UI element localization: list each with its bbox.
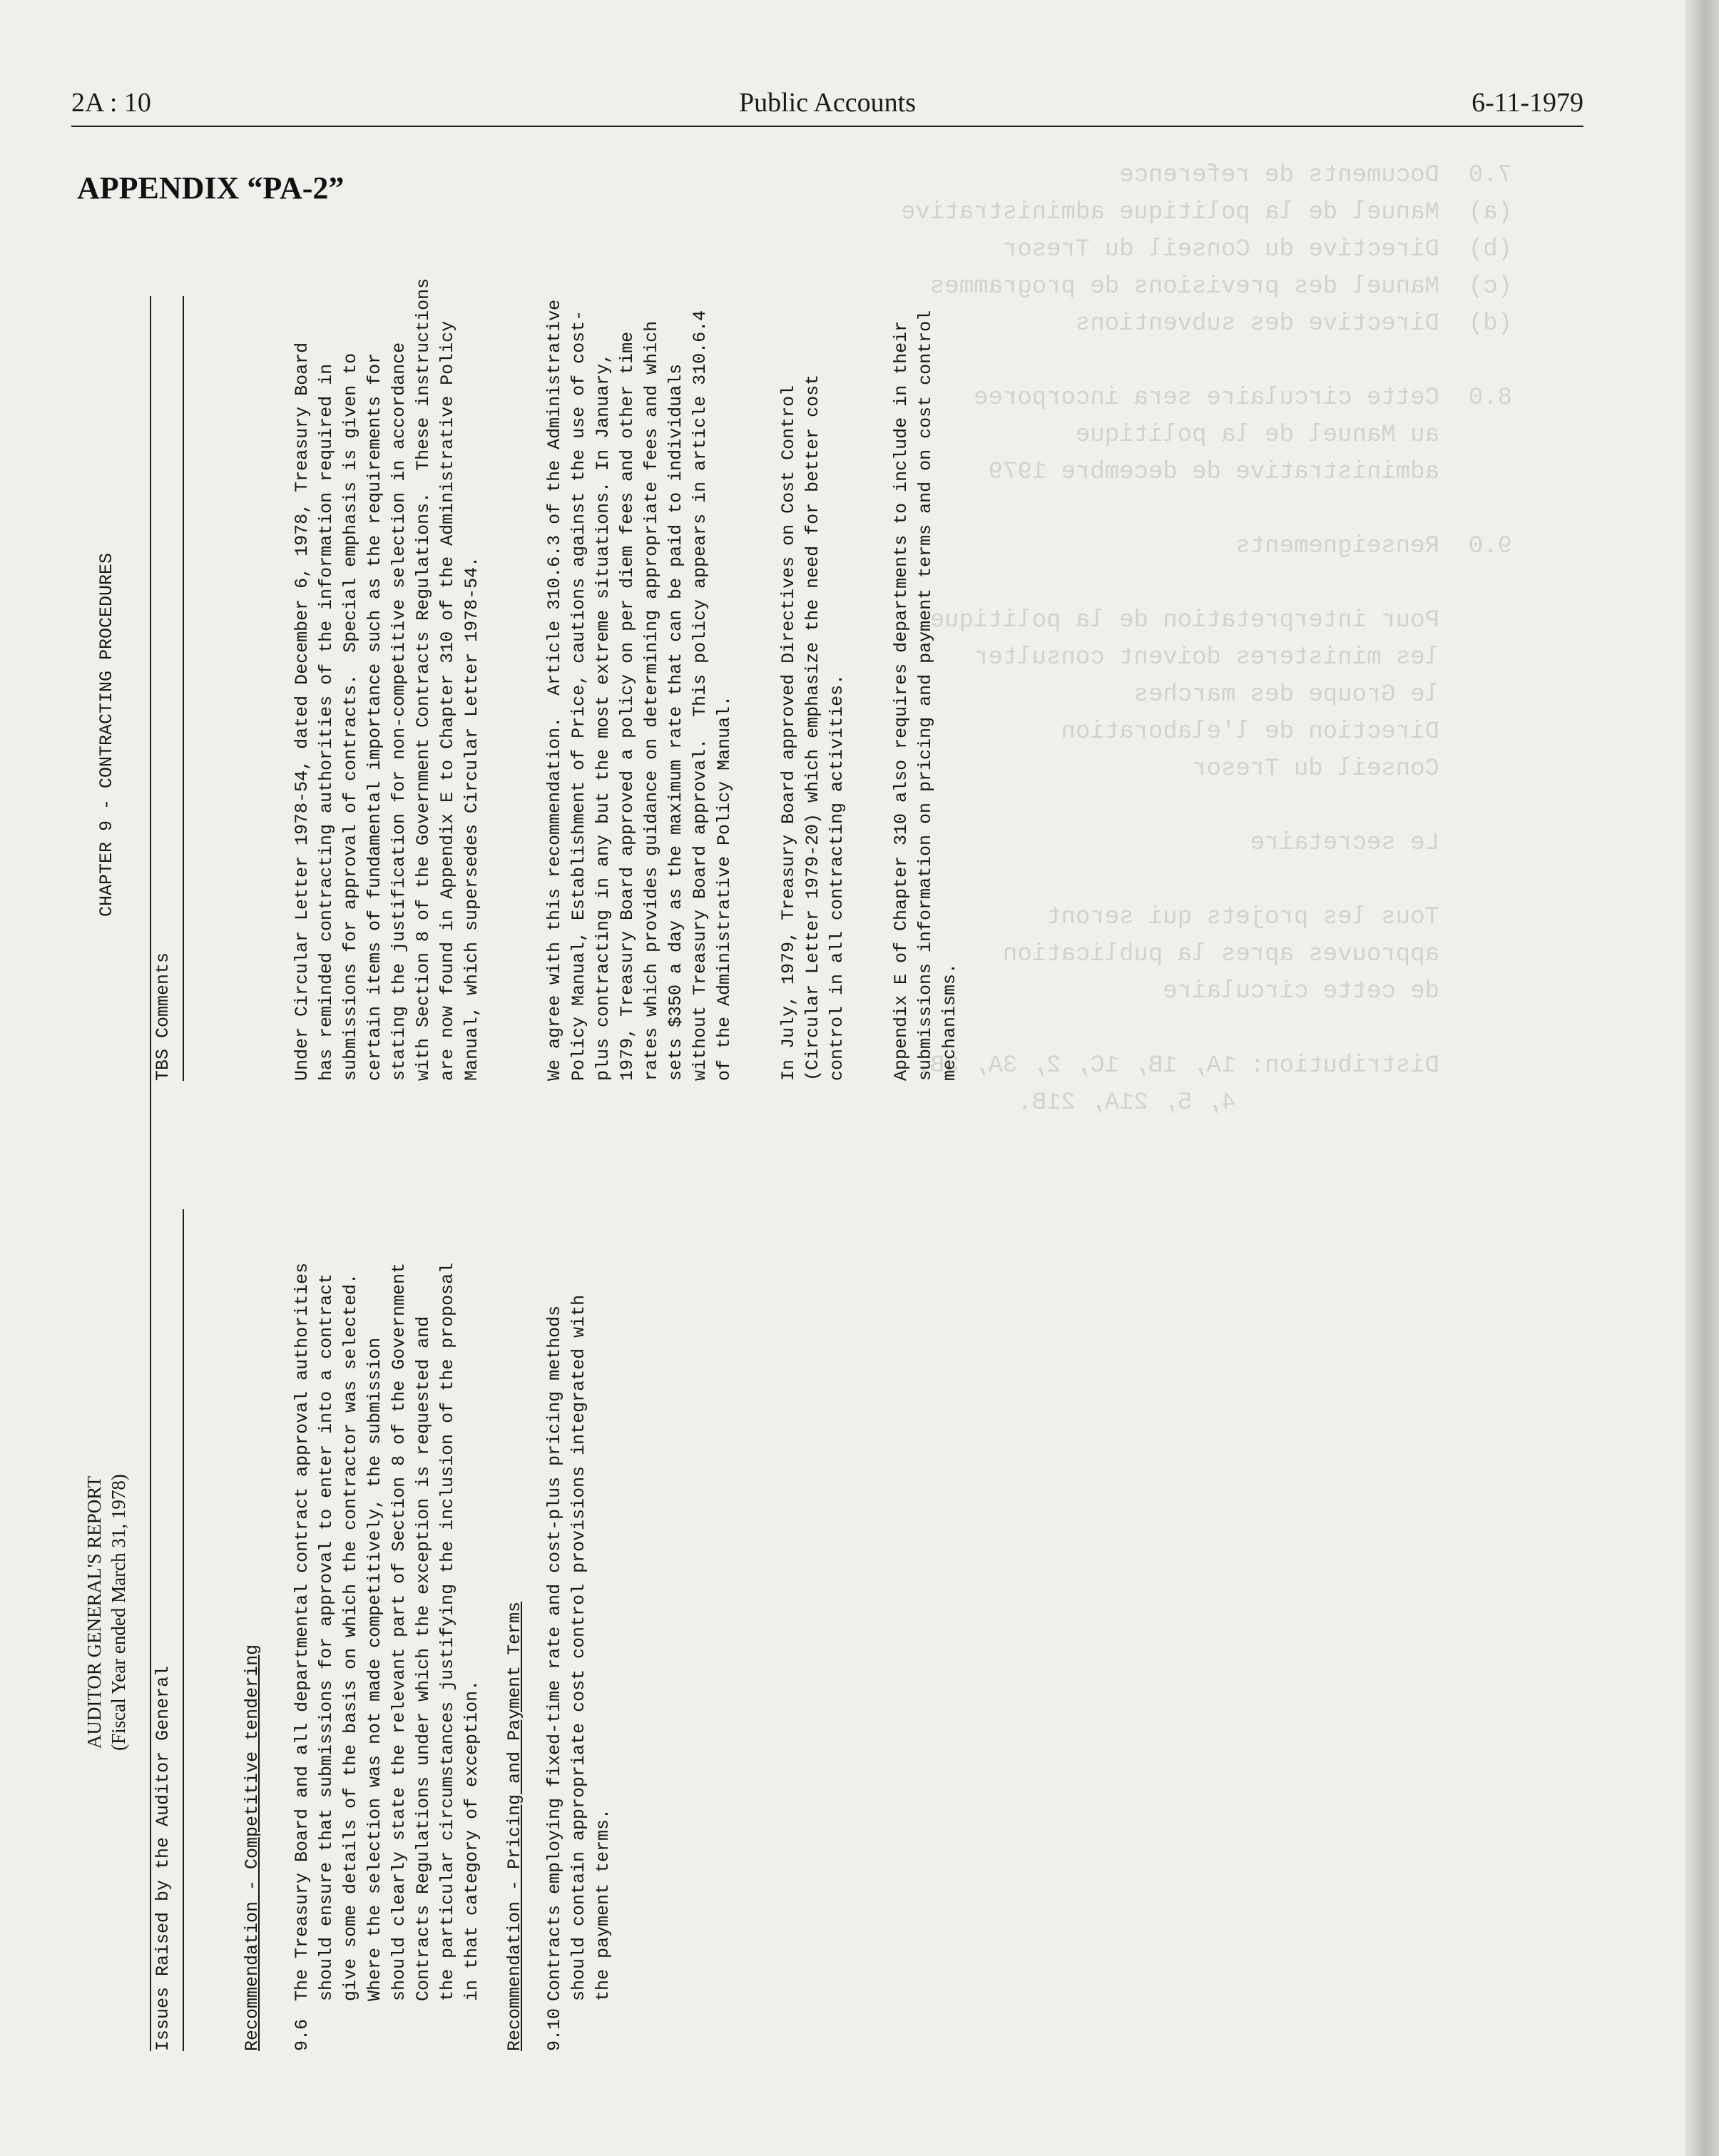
publication-title: Public Accounts: [738, 88, 917, 118]
item-number: 9.6: [292, 2018, 312, 2051]
issue-line: The Treasury Board and all departmental contract approval authorities: [292, 1262, 312, 2001]
issue-line: should clearly state the relevant part of Section 8 of the Government: [389, 1262, 409, 2001]
page-header: [71, 84, 1583, 127]
column-headers: [150, 296, 185, 2051]
issue-line: Where the selection was not made competitively, the submission: [364, 1337, 385, 2001]
issues-column-header: Issues Raised by the Auditor General: [153, 1665, 173, 2051]
rotated-report-table: [75, 278, 960, 2051]
issue-line: should ensure that submissions for approval to enter into a contract: [316, 1273, 337, 2001]
recommendation-heading: Recommendation - Competitive tendering: [242, 1644, 262, 2051]
comment-line: mechanisms.: [939, 962, 960, 1081]
comment-line: rates which provides guidance on determining appropriate fees and which: [641, 320, 662, 1081]
comment-line: 1979, Treasury Board approved a policy on per diem fees and other time: [617, 331, 638, 1081]
comment-line: plus contracting in any but the most extreme situations. In January,: [593, 352, 613, 1081]
bleed-through-text: 7.0 Documents de reference (a) Manuel de la politique administrative (b) Directive du Conseil du Tresor (c) Manuel des previsions de programmes (d) Directive des subventions 8.0 Cette circulaire sera incorporee au Manuel de la politique administrative de decembre 1979 9.0 Renseignements Pour interpretation de la politique les ministeres doivent consulter le Groupe des marches Direction de l'elaboration Conseil du Tresor Le secretaire Tous les projets qui seront approuves apres la publication de cette circulaire Distribution: 1A, 1B, 1C, 2, 3A, 3B, 4, 5, 21A, 21B.: [901, 162, 1512, 1117]
report-title-line: AUDITOR GENERAL'S REPORT: [83, 1475, 105, 1749]
issue-line: Contracts employing fixed-time rate and cost-plus pricing methods: [544, 1305, 565, 2001]
comment-9-6: [290, 278, 484, 1081]
comment-line: submissions for approval of contracts. Special emphasis is given to: [340, 352, 361, 1081]
issue-line: give some details of the basis on which the contractor was selected.: [340, 1273, 361, 2001]
comment-line: (Circular Letter 1979-20) which emphasize the need for better cost: [802, 374, 823, 1081]
appendix-title: APPENDIX “PA-2”: [77, 171, 345, 205]
comments-column-header: TBS Comments: [153, 952, 173, 1081]
page-edge-shadow: [1685, 0, 1719, 2156]
comment-line: has reminded contracting authorities of the information required in: [316, 363, 337, 1081]
header-rule: [183, 1209, 184, 2051]
comment-line: without Treasury Board approval. This policy appears in article 310.6.4: [690, 310, 710, 1081]
report-title: [82, 1174, 131, 2051]
comment-line: stating the justification for non-competitive selection in accordance: [389, 342, 409, 1081]
comment-line: submissions information on pricing and payment terms and on cost control: [915, 310, 936, 1081]
header-rule: [183, 296, 184, 1081]
comment-line: sets $350 a day as the maximum rate that can be paid to individuals: [665, 363, 686, 1081]
comment-9-10: [543, 296, 962, 1081]
report-fiscal-year: (Fiscal Year ended March 31, 1978): [108, 1474, 129, 1751]
comment-line: are now found in Appendix E to Chapter 310 of the Administrative Policy: [437, 320, 458, 1081]
comment-line: Under Circular Letter 1978-54, dated December 6, 1978, Treasury Board: [292, 342, 312, 1081]
comment-line: In July, 1979, Treasury Board approved Directives on Cost Control: [778, 385, 799, 1081]
issue-line: should contain appropriate cost control provisions integrated with: [568, 1294, 589, 2001]
comment-line: Manual, which supersedes Circular Letter 1978-54.: [461, 556, 482, 1081]
comment-line: certain items of fundamental importance such as the requirements for: [364, 352, 385, 1081]
page-number: 2A : 10: [71, 88, 151, 118]
comment-line: Policy Manual, Establishment of Price, cautions against the use of cost-: [568, 310, 589, 1081]
issue-line: in that category of exception.: [461, 1679, 482, 2001]
chapter-title: CHAPTER 9 - CONTRACTING PROCEDURES: [96, 552, 117, 917]
recommendation-heading: Recommendation - Pricing and Payment Terms: [504, 1601, 525, 2051]
comment-line: with Section 8 of the Government Contracts Regulations. These instructions: [413, 278, 434, 1081]
publication-date: 6-11-1979: [1471, 88, 1583, 118]
comment-line: control in all contracting activities.: [827, 673, 847, 1081]
issue-line: Contracts Regulations under which the exception is requested and: [413, 1316, 434, 2001]
issue-line: the payment terms.: [593, 1808, 613, 2001]
comment-line: Appendix E of Chapter 310 also requires departments to include in their: [891, 320, 912, 1081]
comment-line: of the Administrative Policy Manual.: [714, 695, 735, 1081]
item-number: 9.10: [544, 2008, 565, 2051]
issue-line: the particular circumstances justifying the inclusion of the proposal: [437, 1262, 458, 2001]
comment-line: We agree with this recommendation. Article 310.6.3 of the Administrative: [544, 299, 565, 1081]
